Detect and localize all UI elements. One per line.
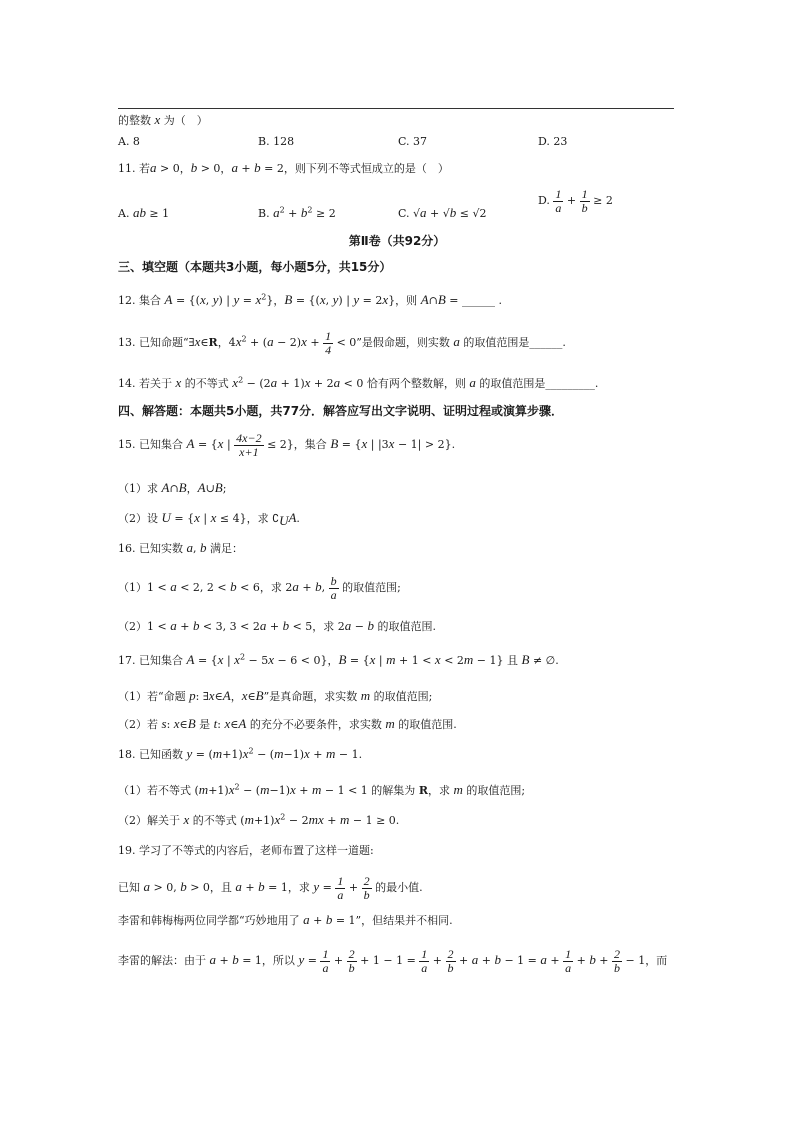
q19-given: 已知 a > 0, b > 0，且 a + b = 1，求 y = $\frac{1}{a}$ + $\frac{2}{b}$ 的最小值.: [118, 874, 423, 902]
q11-option-a: A. ab ≥ 1: [118, 205, 170, 220]
q10-option-c: C. 37: [398, 135, 428, 148]
section4-title: 四、解答题：本题共5小题，共77分．解答应写出文字说明、证明过程或演算步骤．: [118, 404, 564, 418]
part2-title: 第Ⅱ卷（共92分）: [348, 234, 446, 248]
q10-option-a: A. 8: [118, 135, 140, 148]
q17-part2: （2）若 s: x∈B 是 t: x∈A 的充分不必要条件，求实数 m 的取值范围.: [118, 716, 457, 731]
q10-option-d: D. 23: [538, 135, 568, 148]
q11-option-d: D. $\frac{1}{a}$ + $\frac{1}{b}$ ≥ 2: [538, 187, 613, 215]
q18: 18. 已知函数 $y = (m+1)x^2 - (m-1)x + m - 1$.: [118, 746, 363, 761]
q16: 16. 已知实数 a, b 满足：: [118, 540, 243, 555]
q17: 17. 已知集合 A = {x | $x^2 - 5x - 6 < 0$}，B = {x | m + 1 < x < 2m − 1} 且 B ≠ ∅.: [118, 652, 559, 667]
q16-part2: （2）1 < a + b < 3, 3 < 2a + b < 5，求 2a − b 的取值范围.: [118, 618, 437, 633]
q15-part2: （2）设 U = {x | x ≤ 4}，求 $∁_UA$.: [118, 510, 300, 529]
q19: 19. 学习了不等式的内容后，老师布置了这样一道题:: [118, 844, 374, 857]
q10-tail: 的整数 x 为（ ）: [118, 112, 208, 127]
q14: 14. 若关于 x 的不等式 $x^2 - (2a + 1)x + 2a < 0$ 恰有两个整数解，则 a 的取值范围是_________.: [118, 375, 599, 390]
q11-option-c: C. √a + √b ≤ √2: [398, 205, 487, 220]
q19-note: 李雷和韩梅梅两位同学都“巧妙地用了 a + b = 1”，但结果并不相同.: [118, 912, 453, 927]
q18-part1: （1）若不等式 $(m+1)x^2 - (m-1)x + m - 1 < 1$ 的解集为 R，求 m 的取值范围;: [118, 782, 526, 797]
q18-part2: （2）解关于 x 的不等式 $(m+1)x^2 - 2mx + m - 1 \ge 0$.: [118, 812, 400, 827]
header-rule: [118, 108, 674, 109]
q15-part1: （1）求 A∩B，A∪B;: [118, 480, 227, 495]
q12: 12. 集合 A = {(x, y) | $y = x^2$}，B = {(x, y) | y = 2x}，则 A∩B = ______ .: [118, 292, 503, 307]
q19-lilei-solution: 李雷的解法：由于 a + b = 1，所以 y = $\frac{1}{a}$ + $\frac{2}{b}$ + 1 − 1 = $\frac{1}{a}$ + $\frac{2}{b}$ + a + b − 1 = a + $\frac{1}{a}$ + b + $\frac{2}{b}$ − 1，而: [118, 947, 668, 975]
q10-option-b: B. 128: [258, 135, 295, 148]
q15: 15. 已知集合 A = {x | $\frac{4x-2}{x+1}$ ≤ 2}，集合 B = {x | |3x − 1| > 2}.: [118, 431, 456, 459]
q16-part1: （1）1 < a < 2, 2 < b < 6，求 2a + b, $\frac{b}{a}$ 的取值范围;: [118, 574, 401, 602]
section3-title: 三、填空题（本题共3小题，每小题5分，共15分）: [118, 260, 392, 274]
q11-option-b: B. $a^2 + b^2 \ge 2$: [258, 205, 336, 220]
q13: 13. 已知命题“∃x∈R，$4x^2 + (a - 2)x$ + $\frac{1}{4}$ < 0”是假命题，则实数 a 的取值范围是______.: [118, 329, 566, 357]
q11-stem: 11. 若a > 0，b > 0，a + b = 2，则下列不等式恒成立的是（ ）: [118, 160, 449, 175]
q17-part1: （1）若“命题 p: ∃x∈A，x∈B”是真命题，求实数 m 的取值范围;: [118, 688, 433, 703]
